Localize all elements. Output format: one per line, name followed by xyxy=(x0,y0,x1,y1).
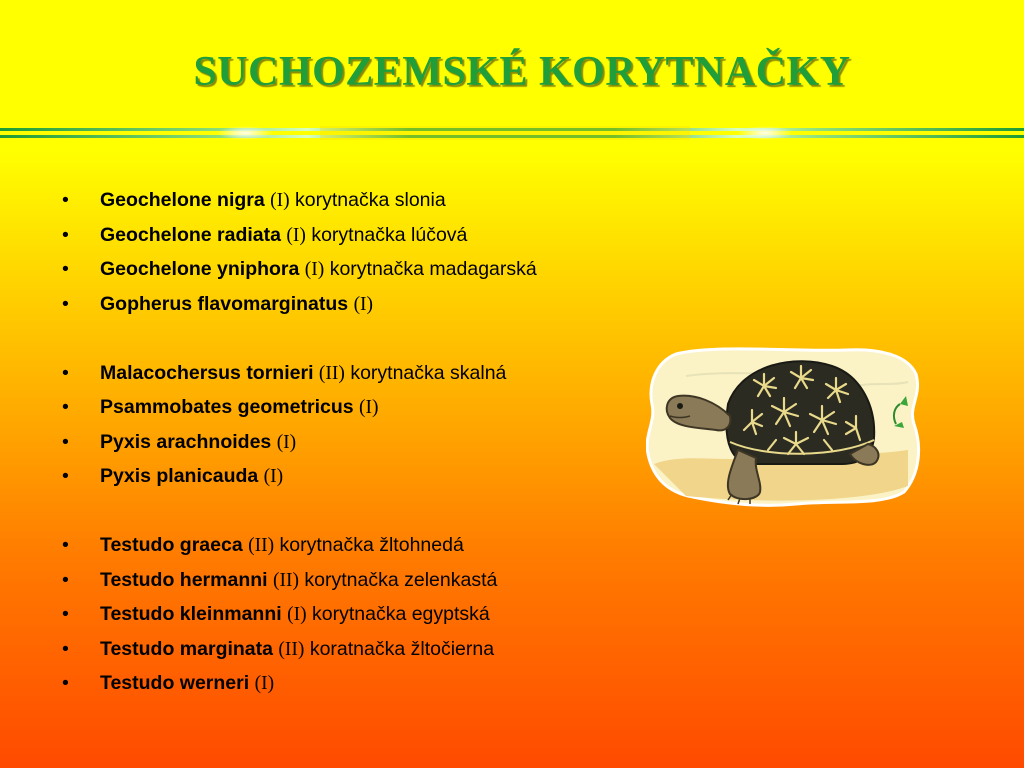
species-common-name: korytnačka slonia xyxy=(295,189,446,211)
list-item xyxy=(62,287,537,322)
list-item xyxy=(62,425,537,460)
species-latin-name: Pyxis arachnoides xyxy=(100,430,272,453)
list-item xyxy=(62,183,537,218)
group-spacer xyxy=(62,494,537,529)
bullet-icon: • xyxy=(62,223,69,246)
species-common-name: korytnačka žltohnedá xyxy=(279,534,464,556)
species-latin-name: Pyxis planicauda xyxy=(100,465,259,487)
cites-appendix: (I) xyxy=(286,224,306,246)
slide-title: SUCHOZEMSKÉ KORYTNAČKY xyxy=(193,49,851,95)
tortoise-clipart xyxy=(646,346,924,508)
cites-appendix: (I) xyxy=(263,466,284,487)
species-latin-name: Gopherus flavomarginatus xyxy=(100,292,349,315)
cites-appendix: (I) xyxy=(276,431,297,453)
bullet-icon: • xyxy=(62,637,69,660)
cites-appendix: (I) xyxy=(353,293,374,315)
cites-appendix: (I) xyxy=(270,190,290,211)
list-item xyxy=(62,390,537,425)
group-spacer xyxy=(62,321,537,356)
bullet-icon: • xyxy=(62,361,69,384)
species-latin-name: Testudo marginata xyxy=(100,637,273,660)
species-latin-name: Testudo werneri xyxy=(100,672,250,694)
cites-appendix: (II) xyxy=(318,362,345,384)
bullet-icon: • xyxy=(62,568,69,591)
cites-appendix: (II) xyxy=(278,638,305,660)
bullet-icon: • xyxy=(62,672,69,694)
bullet-icon: • xyxy=(62,396,69,418)
list-item xyxy=(62,666,537,701)
species-common-name: korytnačka madagarská xyxy=(329,258,537,280)
list-item xyxy=(62,252,537,287)
species-latin-name: Malacochersus tornieri xyxy=(100,361,314,384)
bullet-icon: • xyxy=(62,292,69,315)
bullet-icon: • xyxy=(62,603,69,625)
list-item xyxy=(62,563,537,598)
list-item xyxy=(62,632,537,667)
species-common-name: korytnačka skalná xyxy=(350,361,507,384)
species-list xyxy=(62,183,537,701)
list-item xyxy=(62,459,537,494)
species-latin-name: Geochelone yniphora xyxy=(100,258,300,280)
bullet-icon: • xyxy=(62,430,69,453)
species-latin-name: Testudo hermanni xyxy=(100,568,268,591)
species-common-name: korytnačka zelenkastá xyxy=(304,568,498,591)
cites-appendix: (I) xyxy=(287,604,307,625)
list-item xyxy=(62,528,537,563)
cites-appendix: (I) xyxy=(359,397,379,418)
species-common-name: korytnačka egyptská xyxy=(312,603,490,625)
title-divider xyxy=(0,126,1024,142)
bullet-icon: • xyxy=(62,258,69,280)
species-common-name: koratnačka žltočierna xyxy=(309,637,495,660)
species-latin-name: Psammobates geometricus xyxy=(100,396,354,418)
species-latin-name: Geochelone radiata xyxy=(100,223,281,246)
list-item xyxy=(62,218,537,253)
cites-appendix: (II) xyxy=(248,535,275,556)
bullet-icon: • xyxy=(62,465,69,487)
list-item xyxy=(62,356,537,391)
list-item xyxy=(62,597,537,632)
species-latin-name: Testudo kleinmanni xyxy=(100,603,282,625)
bullet-icon: • xyxy=(62,534,69,556)
bullet-icon: • xyxy=(62,189,69,211)
species-latin-name: Testudo graeca xyxy=(100,534,243,556)
cites-appendix: (II) xyxy=(273,569,299,591)
species-latin-name: Geochelone nigra xyxy=(100,189,265,211)
cites-appendix: (I) xyxy=(254,673,275,694)
species-common-name: korytnačka lúčová xyxy=(311,223,468,246)
cites-appendix: (I) xyxy=(304,259,325,280)
